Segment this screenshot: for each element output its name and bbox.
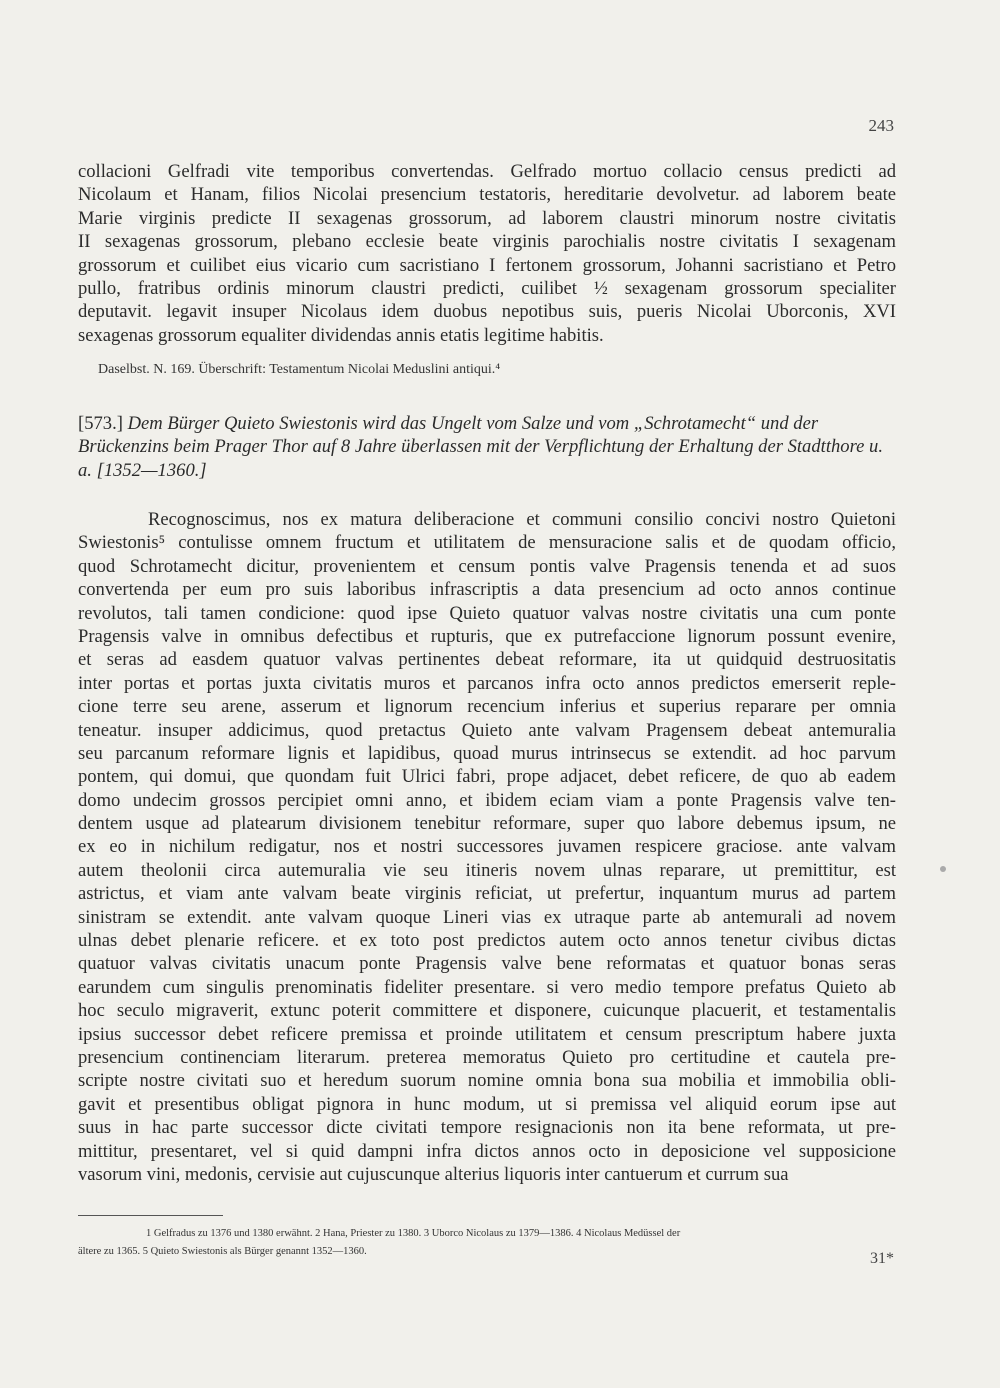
text-line: inter portas et portas juxta civitatis muros et parcanos infra octo annos predictos emerserit reple- xyxy=(78,672,896,694)
text-line: ipsius successor debet reficere premissa et proinde utilitatem et censum prescriptum habere juxta xyxy=(78,1023,896,1045)
text-line: gavit et presentibus obligat pignora in hunc modum, ut si premissa vel aliquid eorum ipse aut xyxy=(78,1093,896,1115)
footnote-divider xyxy=(78,1215,223,1216)
document-number: [573.] xyxy=(78,413,123,434)
text-line: domo undecim grossos percipiet omni anno, et ibidem eciam viam a ponte Pragensis valve ten- xyxy=(78,789,896,811)
source-note: Daselbst. N. 169. Überschrift: Testamentum Nicolai Meduslini antiqui.⁴ xyxy=(98,362,501,377)
text-line: ulnas debet plenarie reficere. et ex toto post predictos autem octo annos tenetur civibus dictas xyxy=(78,930,896,952)
paragraph-charter-text xyxy=(78,508,896,1186)
text-line: Pragensis valve in omnibus defectibus et rupturis, que ex putrefaccione lignorum possunt evenire, xyxy=(78,625,896,647)
page-number: 243 xyxy=(868,116,894,135)
text-line: quatuor valvas civitatis unacum ponte Pragensis valve bene reformatas et quatuor bonas seras xyxy=(78,953,896,975)
text-line: convertenda per eum pro suis laboribus infrascriptis a data presencium ad octo annos continue xyxy=(78,579,896,601)
text-line: grossorum et cuilibet eius vicario cum sacristiano I fertonem grossorum, Johanni sacristiano et Petro xyxy=(78,254,896,276)
text-line: collacioni Gelfradi vite temporibus convertendas. Gelfrado mortuo collacio census predicti ad xyxy=(78,161,896,182)
text-line: astrictus, et viam ante valvam beate virginis reficiat, ut prefertur, inquantum murus ad partem xyxy=(78,883,896,905)
text-line: dentem usque ad platearum divisionem tenebitur reformare, super quo labore debemus ipsum, ne xyxy=(78,813,896,835)
text-line: pullo, fratribus ordinis minorum claustri predicti, cuilibet ½ sexagenam grossorum specialiter xyxy=(78,277,896,299)
text-line: Recognoscimus, nos ex matura deliberacione et communi consilio concivi nostro Quietoni xyxy=(148,509,896,530)
text-line: et seras ad easdem quatuor valvas pertinentes debeat reformare, ita ut quidquid destruositatis xyxy=(78,649,896,671)
text-line: Marie virginis predicte II sexagenas grossorum, ad laborem claustri minorum nostre civitatis xyxy=(78,207,896,229)
text-line: revolutos, tali tamen condicione: quod ipse Quieto quatuor valvas nostre civitatis una cum ponte xyxy=(78,602,896,624)
document-heading xyxy=(78,412,896,482)
text-line: sexagenas grossorum equaliter dividendas annis etatis legitime habitis. xyxy=(78,324,604,346)
text-line: hoc seculo migraverit, extunc poterit committere et disponere, cuicunque placuerit, et testamentalis xyxy=(78,1000,896,1022)
page-blemish xyxy=(940,866,946,872)
sheet-signature: 31* xyxy=(870,1250,894,1267)
text-line: teneatur. insuper addicimus, quod pretactus Quieto ante valvam Pragensem debeat antemuralia xyxy=(78,719,896,741)
text-line: ex eo in nichilum redigatur, nos et nostri successores juvamen respicere graciose. ante valvam xyxy=(78,836,896,858)
text-line: deputavit. legavit insuper Nicolaus idem duobus nepotibus suis, pueris Nicolai Uborconis, XVI xyxy=(78,301,896,323)
text-line: mittitur, presentaret, vel si quid dampni infra dictos annos octo in deposicione vel supposicione xyxy=(78,1140,896,1162)
footnotes xyxy=(78,1225,896,1261)
text-line: earundem cum singulis prenominatis fideliter presentare. si vero medio tempore prefatus Quieto ab xyxy=(78,976,896,998)
paragraph-testament-end xyxy=(78,160,896,347)
text-line: cione terre seu arene, asserum et lignorum recencium inferius et superius reparare per omnia xyxy=(78,696,896,718)
text-line: seu parcanum reformare lignis et lapidibus, quoad murus intrinsecus se extendit. ad hoc parvum xyxy=(78,742,896,764)
text-line: Nicolaum et Hanam, filios Nicolai presencium testatoris, hereditarie devolvetur. ad laborem beate xyxy=(78,184,896,206)
text-line: pontem, qui domui, que quondam fuit Ulrici fabri, prope adjacet, debet reficere, de quo ab eadem xyxy=(78,766,896,788)
text-line: quod Schrotamecht dicitur, provenientem et censum pontis valve Pragensis tenenda et ad suos xyxy=(78,555,896,577)
document-summary: Dem Bürger Quieto Swiestonis wird das Ungelt vom Salze und vom „Schrotamecht“ und der Brückenzins beim Prager Thor auf 8 Jahre überlassen mit der Verpflichtung der Erhaltung der Stadtthore u. a. [1352—1360.] xyxy=(78,413,883,481)
footnote-line: ältere zu 1365. 5 Quieto Swiestonis als Bürger genannt 1352—1360. xyxy=(78,1246,367,1257)
text-line: presencium continenciam literarum. preterea memoratus Quieto pro certitudine et cautela pre- xyxy=(78,1046,896,1068)
text-line: vasorum vini, medonis, cervisie aut cujuscunque alterius liquoris inter cantuerum et currum sua xyxy=(78,1163,789,1185)
text-line: Swiestonis⁵ contulisse omnem fructum et utilitatem de mensuracione salis et de quodam officio, xyxy=(78,532,896,554)
text-line: suus in hac parte successor dicte civitati tempore resignacionis non ita bene reformata, ut pre- xyxy=(78,1117,896,1139)
footnote-line: 1 Gelfradus zu 1376 und 1380 erwähnt. 2 Hana, Priester zu 1380. 3 Uborco Nicolaus zu 1379—1386. 4 Nicolaus Medüssel der xyxy=(146,1228,681,1239)
text-line: II sexagenas grossorum, plebano ecclesie beate virginis parochialis nostre civitatis I sexagenam xyxy=(78,231,896,253)
text-line: sinistram se extendit. ante valvam quoque Lineri vias ex utraque parte ab antemurali ad novem xyxy=(78,906,896,928)
text-line: scripte nostre civitati suo et heredum suorum nomine omnia bona sua mobilia et immobilia obli- xyxy=(78,1070,896,1092)
text-line: autem theolonii circa autemuralia vie seu itineris novem ulnas reparare, ut premittitur, est xyxy=(78,859,896,881)
